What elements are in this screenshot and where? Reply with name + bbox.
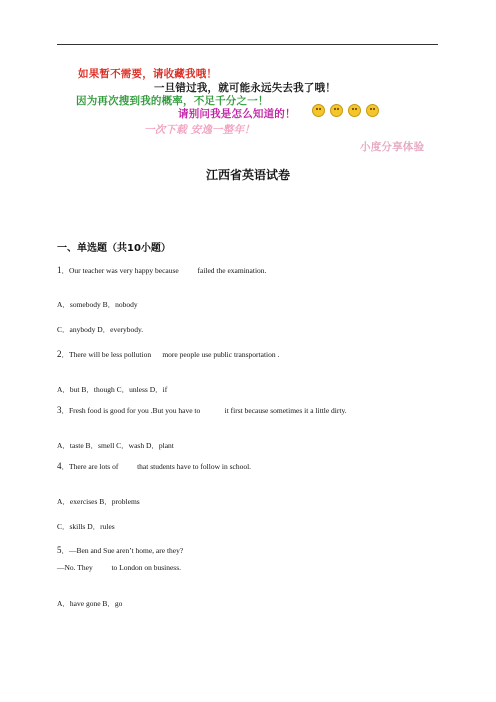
question-text: ．—Ben and Sue aren’t home, are they? [61, 546, 184, 555]
question-4 [57, 461, 251, 472]
options-q4-b: C．skills D．rules [57, 522, 115, 531]
banner-watermark: 小度分享体验 [360, 141, 425, 153]
section-heading: 一、单选题（共10小题） [57, 243, 171, 254]
question-text: ．There are lots of that students have to follow in school. [61, 462, 252, 471]
options-q2: A．but B．though C．unless D．if [57, 385, 168, 394]
banner-slogan: 一次下载 安逸一整年！ [144, 124, 255, 136]
question-text: ．Fresh food is good for you .But you have to it first because sometimes it a little dirty. [61, 406, 347, 415]
grin-emoji-icon [312, 104, 325, 117]
question-1 [57, 265, 266, 276]
question-text: ．Our teacher was very happy because failed the examination. [61, 266, 267, 275]
question-2 [57, 349, 279, 360]
question-number: 4 [57, 461, 62, 471]
question-number: 5 [57, 545, 62, 555]
options-q1-a: A．somebody B．nobody [57, 300, 138, 309]
question-number: 2 [57, 349, 62, 359]
smile-emoji-icon [348, 104, 361, 117]
banner-line-3: 因为再次搜到我的概率，不足千分之一！ [76, 95, 269, 107]
question-5 [57, 545, 183, 556]
question-number: 3 [57, 405, 62, 415]
happy-emoji-icon [366, 104, 379, 117]
banner-line-2: 一旦错过我，就可能永远失去我了哦！ [154, 82, 336, 94]
question-number: 1 [57, 265, 62, 275]
promo-banner [74, 62, 425, 153]
options-q1-b: C．anybody D．everybody. [57, 325, 144, 334]
emoji-row [312, 102, 384, 121]
options-q4-a: A．exercises B．problems [57, 497, 140, 506]
laugh-emoji-icon [330, 104, 343, 117]
question-text: ．There will be less pollution more people use public transportation . [61, 350, 280, 359]
question-3 [57, 405, 347, 416]
document-title: 江西省英语试卷 [205, 168, 290, 182]
options-q5-a: A．have gone B．go [57, 599, 123, 608]
options-q3: A．taste B．smell C．wash D．plant [57, 441, 174, 450]
header-rule [57, 44, 438, 45]
banner-line-4: 请别问我是怎么知道的！ [178, 108, 296, 120]
banner-line-1: 如果暂不需要，请收藏我哦！ [78, 68, 218, 80]
question-5-line-2: —No. They to London on business. [57, 563, 182, 572]
